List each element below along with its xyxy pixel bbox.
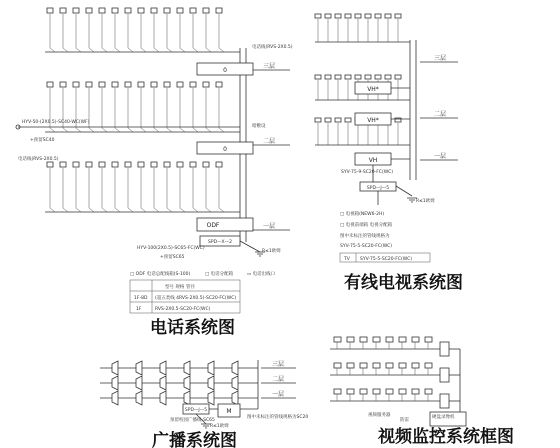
phone-outlet-icon (216, 8, 222, 13)
phone-pipe-note-2: +预留SC65 (160, 255, 185, 260)
phone-outlet-icon (164, 162, 170, 167)
phone-pipe-note: +预留SC40 (30, 138, 55, 143)
phone-outlet-icon (125, 82, 131, 87)
camera-icon (347, 337, 354, 342)
camera-icon (425, 389, 432, 394)
cctv-note-3: 硬盘录像机 (432, 415, 455, 420)
phone-outlet-icon (125, 162, 131, 167)
phone-outlet-feed (102, 128, 107, 132)
phone-outlet-feed (193, 208, 198, 212)
tv-floor-2-label: 二层 (434, 111, 447, 118)
phone-outlet-icon (60, 82, 66, 87)
phone-system-diagram (16, 8, 293, 338)
phone-outlet-feed (115, 208, 120, 212)
tv-outlet-icon (355, 14, 361, 18)
phone-legend-outlet: ▭ 电话出线口 (247, 272, 276, 277)
tv-system-title: 有线电视系统图 (344, 273, 463, 293)
phone-outlet-feed (154, 208, 159, 212)
broadcast-note-2: 图中未标注的管线规格为SC20 (247, 415, 309, 420)
speaker-icon (136, 376, 142, 390)
phone-outlet-feed (102, 208, 107, 212)
speaker-icon (184, 376, 190, 390)
phone-outlet-icon (73, 82, 79, 87)
tv-outlet-icon (395, 75, 401, 79)
phone-outlet-icon (112, 8, 118, 13)
tv-box-3f-label: VH* (367, 86, 379, 93)
phone-outlet-feed (50, 208, 55, 212)
tv-box-2f-label: VH* (367, 117, 379, 124)
phone-outlet-icon (125, 8, 131, 13)
cable-tv-system-diagram (315, 14, 463, 293)
tv-outlet-icon (325, 14, 331, 18)
camera-icon (412, 337, 419, 342)
tv-outlet-icon (325, 75, 331, 79)
tv-box-1f-label: VH (368, 157, 378, 164)
camera-icon (425, 337, 432, 342)
tv-outlet-icon (335, 75, 341, 79)
speaker-icon (136, 361, 142, 375)
phone-outlet-icon (86, 82, 92, 87)
speaker-icon (184, 361, 190, 375)
tv-outlet-icon (385, 75, 391, 79)
legend-row-2-code: 1F (136, 307, 142, 312)
tv-legend-2: □ 电视前端箱 电视分配箱 (340, 223, 393, 228)
phone-outlet-feed (76, 208, 81, 212)
phone-left-cable-spec: HYV-50-(2X0.5)-SC40-WC(WF) (22, 120, 90, 125)
phone-legend-odf: □ ODF 电话总配线箱(S-100) (130, 272, 191, 277)
camera-icon (334, 389, 341, 394)
tv-legend-3: 图中未标注的管线规格为 (340, 234, 390, 239)
broadcast-system-title: 广播系统图 (152, 431, 237, 448)
phone-odf-label: ODF (206, 222, 220, 229)
speaker-icon (208, 391, 214, 405)
phone-side-note-1: 电话线(RVS-2X0.5) (252, 45, 293, 50)
phone-outlet-feed (180, 128, 185, 132)
phone-outlet-feed (76, 128, 81, 132)
phone-outlet-icon (216, 82, 222, 87)
speaker-icon (160, 361, 166, 375)
tv-floor-3-label: 三层 (434, 55, 447, 62)
legend-row-2-spec: RVS-2X0.5-SC20-FC(WC) (155, 307, 211, 312)
phone-outlet-feed (154, 128, 159, 132)
phone-outlet-icon (203, 8, 209, 13)
tv-outlet-icon (395, 14, 401, 18)
tv-outlet-icon (375, 75, 381, 79)
phone-outlet-feed (76, 48, 81, 52)
phone-box-3f-label: 0 (223, 67, 227, 74)
cctv-switch-2f (440, 368, 449, 382)
camera-icon (386, 363, 393, 368)
phone-outlet-feed (167, 128, 172, 132)
tv-legend-4: SYV-75-5-SC20-FC(WC) (340, 244, 393, 249)
phone-outlet-icon (203, 162, 209, 167)
phone-outlet-icon (138, 8, 144, 13)
phone-outlet-feed (141, 128, 146, 132)
phone-outlet-feed (63, 208, 68, 212)
tv-outlet-icon (385, 14, 391, 18)
camera-icon (386, 337, 393, 342)
tv-outlet-icon (365, 75, 371, 79)
tv-legend-1: □ 电视箱(NEW6-2H) (340, 212, 385, 217)
tv-spd-label: SPD—J—5 (366, 186, 390, 191)
broadcast-spd-label: SPD—J—5 (184, 408, 208, 413)
phone-outlet-icon (216, 162, 222, 167)
phone-outlet-icon (190, 162, 196, 167)
speaker-icon (112, 361, 118, 375)
legend-row-1-code: 1F-8D (134, 296, 148, 301)
cctv-system-diagram (330, 337, 514, 447)
camera-icon (399, 337, 406, 342)
phone-outlet-icon (164, 8, 170, 13)
phone-outlet-feed (180, 48, 185, 52)
phone-outlet-icon (138, 162, 144, 167)
phone-outlet-icon (151, 82, 157, 87)
phone-outlet-icon (73, 162, 79, 167)
phone-outlet-feed (193, 48, 198, 52)
phone-outlet-icon (47, 8, 53, 13)
speaker-icon (136, 391, 142, 405)
camera-icon (399, 363, 406, 368)
broadcast-floor-3-label: 三层 (272, 361, 285, 368)
phone-outlet-feed (154, 48, 159, 52)
speaker-icon (208, 361, 214, 375)
cctv-note-2: 视频服务器 (368, 413, 391, 418)
phone-outlet-icon (177, 82, 183, 87)
phone-outlet-feed (219, 128, 224, 132)
tv-outlet-icon (375, 14, 381, 18)
phone-outlet-icon (112, 82, 118, 87)
camera-icon (347, 389, 354, 394)
phone-outlet-feed (193, 128, 198, 132)
phone-outlet-feed (115, 128, 120, 132)
phone-outlet-icon (60, 162, 66, 167)
camera-icon (425, 363, 432, 368)
camera-icon (399, 389, 406, 394)
broadcast-note-1: 预留校园广播线-SC65 (170, 418, 215, 423)
broadcast-ground-note: R≤1欧姆 (210, 424, 229, 429)
tv-outlet-icon (355, 75, 361, 79)
phone-outlet-icon (60, 8, 66, 13)
broadcast-system-diagram (100, 360, 308, 448)
tv-legend-table (340, 253, 430, 262)
phone-outlet-feed (180, 208, 185, 212)
phone-outlet-icon (190, 82, 196, 87)
phone-outlet-feed (141, 208, 146, 212)
speaker-icon (160, 376, 166, 390)
phone-system-title: 电话系统图 (150, 318, 235, 338)
legend-head-2: 型号 规格 管径 (165, 285, 195, 290)
camera-icon (386, 389, 393, 394)
phone-outlet-icon (73, 8, 79, 13)
phone-outlet-icon (86, 162, 92, 167)
camera-icon (347, 363, 354, 368)
phone-outlet-icon (164, 82, 170, 87)
speaker-icon (232, 361, 238, 375)
phone-outlet-feed (128, 48, 133, 52)
phone-outlet-feed (115, 48, 120, 52)
phone-outlet-feed (63, 48, 68, 52)
speaker-icon (208, 376, 214, 390)
tv-floor-1-label: 一层 (434, 153, 447, 160)
phone-outlet-feed (63, 128, 68, 132)
phone-legend-table (130, 280, 240, 313)
tv-outlet-icon (315, 14, 321, 18)
camera-icon (373, 389, 380, 394)
tv-outlet-icon (335, 14, 341, 18)
speaker-icon (112, 391, 118, 405)
speaker-icon (160, 391, 166, 405)
camera-icon (360, 389, 367, 394)
phone-legend-box: □ 电话分配箱 (205, 272, 234, 277)
phone-floor-3-label: 三层 (263, 63, 276, 70)
phone-outlet-feed (128, 208, 133, 212)
speaker-array (100, 361, 258, 405)
phone-outlet-icon (138, 82, 144, 87)
phone-incoming-spec: HYV-100(2X0.5)-SC65-FC(WC) (137, 246, 205, 251)
phone-outlet-icon (151, 162, 157, 167)
cctv-switch-3f (440, 342, 449, 356)
tv-outlet-icon (365, 14, 371, 18)
tv-cable-spec: SYV-75-9-SC20-FC(WC) (341, 170, 394, 175)
camera-icon (334, 337, 341, 342)
camera-icon (373, 363, 380, 368)
broadcast-floor-1-label: 一层 (272, 391, 285, 398)
tv-outlet-icon (315, 75, 321, 79)
phone-outlet-icon (177, 8, 183, 13)
speaker-icon (232, 376, 238, 390)
speaker-icon (184, 391, 190, 405)
phone-outlet-icon (190, 8, 196, 13)
phone-outlet-feed (219, 208, 224, 212)
tv-table-spec: SYV-75-5-SC20-FC(WC) (360, 257, 413, 262)
phone-outlet-feed (50, 128, 55, 132)
phone-outlet-feed (206, 208, 211, 212)
cctv-note-1: 防雷 (400, 418, 409, 423)
phone-outlet-feed (206, 48, 211, 52)
phone-side-note-3: 电话线(RVS-2X0.5) (18, 157, 59, 162)
phone-outlet-icon (151, 8, 157, 13)
speaker-icon (112, 376, 118, 390)
phone-outlet-feed (89, 128, 94, 132)
phone-ground-note: R≤1欧姆 (262, 249, 281, 254)
phone-outlet-feed (219, 48, 224, 52)
tv-outlet-icon (345, 14, 351, 18)
phone-outlet-feed (167, 208, 172, 212)
phone-side-note-2: 暗敷设 (252, 124, 266, 129)
phone-outlet-icon (203, 82, 209, 87)
speaker-icon (232, 391, 238, 405)
tv-ground-lead (396, 186, 412, 196)
camera-icon (334, 363, 341, 368)
phone-floor-2-label: 二层 (263, 138, 276, 145)
phone-outlet-icon (47, 162, 53, 167)
phone-outlet-icon (112, 162, 118, 167)
tv-table-code: TV (344, 257, 350, 262)
phone-outlet-feed (50, 48, 55, 52)
phone-outlet-icon (99, 162, 105, 167)
phone-outlet-fanout (45, 8, 240, 212)
phone-ground-lead (240, 241, 260, 252)
phone-outlet-icon (47, 82, 53, 87)
camera-icon (360, 363, 367, 368)
phone-spd-label: SPD—X—2 (208, 240, 232, 245)
phone-outlet-feed (167, 48, 172, 52)
tv-ground-note: R≤1欧姆 (416, 199, 435, 204)
broadcast-amp-label: M (226, 408, 232, 415)
tv-outlet-icon (345, 118, 351, 122)
tv-outlet-icon (335, 118, 341, 122)
tv-outlet-icon (315, 118, 321, 122)
camera-icon (412, 363, 419, 368)
phone-outlet-feed (206, 128, 211, 132)
phone-outlet-icon (177, 162, 183, 167)
phone-outlet-icon (86, 8, 92, 13)
phone-outlet-feed (141, 48, 146, 52)
phone-outlet-feed (102, 48, 107, 52)
phone-box-2f-label: 0 (223, 146, 227, 153)
phone-outlet-icon (99, 82, 105, 87)
phone-outlet-feed (128, 128, 133, 132)
phone-outlet-icon (99, 8, 105, 13)
phone-outlet-feed (89, 208, 94, 212)
legend-row-1-spec: (超五类线 4RVS-2X0.5)-SC20-FC(WC) (155, 296, 237, 301)
camera-icon (373, 337, 380, 342)
camera-icon (360, 337, 367, 342)
camera-icon (412, 389, 419, 394)
phone-floor-1-label: 一层 (263, 223, 276, 230)
tv-outlet-icon (325, 118, 331, 122)
cctv-system-title: 视频监控系统框图 (378, 427, 514, 447)
cctv-switch-1f (440, 394, 449, 408)
phone-outlet-feed (89, 48, 94, 52)
camera-array (330, 337, 440, 401)
tv-outlet-icon (345, 75, 351, 79)
broadcast-floor-2-label: 二层 (272, 376, 285, 383)
phone-odf-box (197, 218, 253, 231)
